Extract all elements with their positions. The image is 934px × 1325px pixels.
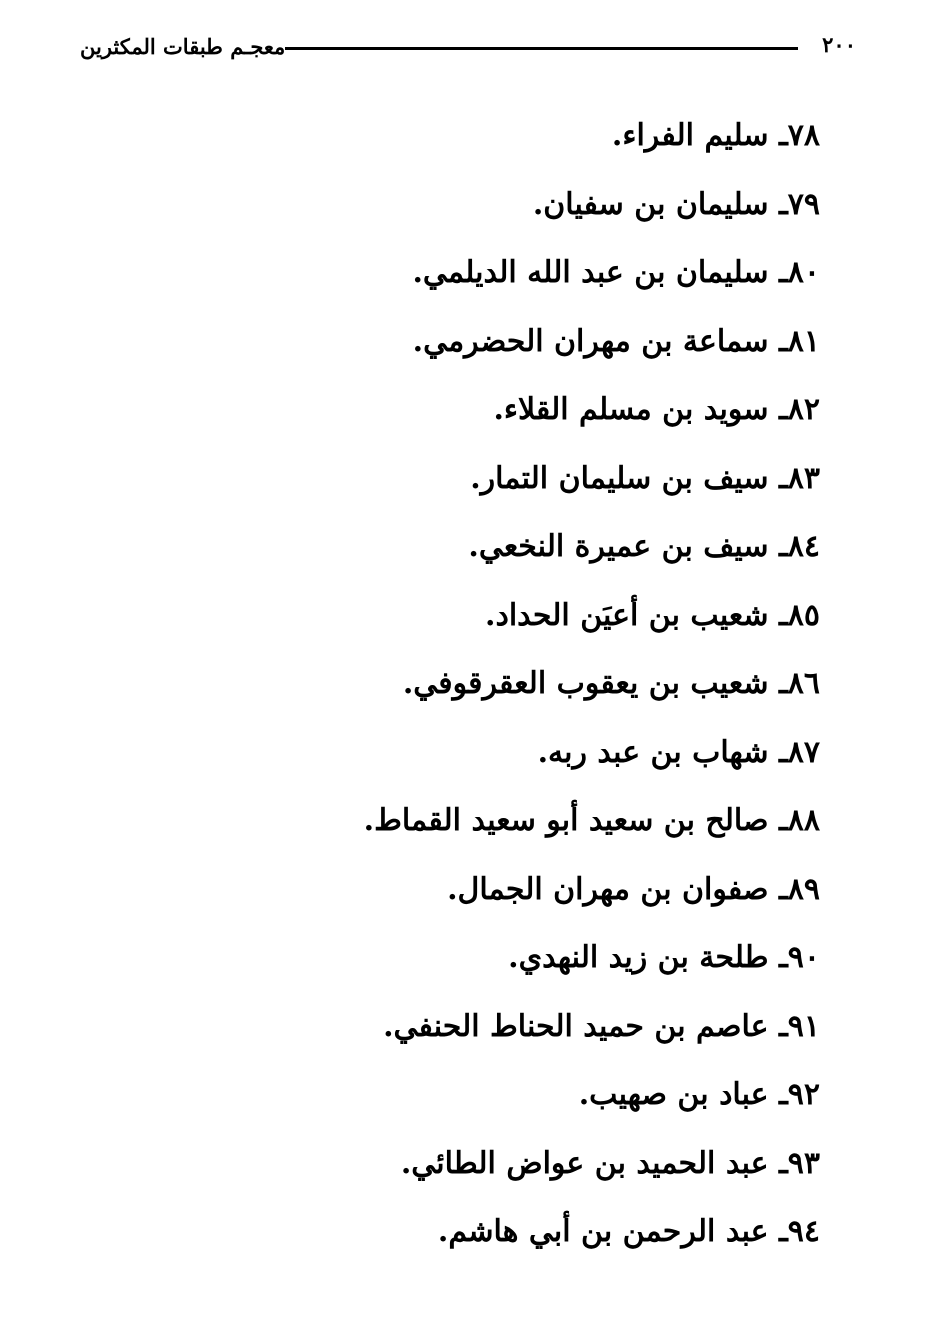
list-item: ٨٣ـ سيف بن سليمان التمار.: [470, 460, 820, 496]
book-title: معجـم طبقات المكثرين: [80, 34, 286, 59]
list-item: ٨٤ـ سيف بن عميرة النخعي.: [468, 529, 820, 564]
narrator-list: [120, 102, 820, 1267]
list-item: ٨١ـ سماعة بن مهران الحضرمي.: [412, 323, 820, 359]
list-item: ٧٨ـ سليم الفراء.: [611, 118, 820, 153]
list-item: ٩١ـ عاصم بن حميد الحناط الحنفي.: [383, 1008, 820, 1044]
list-item: ٧٩ـ سليمان بن سفيان.: [532, 186, 820, 222]
page-number: ٢٠٠: [822, 32, 856, 57]
header-rule: [285, 47, 798, 50]
list-item: ٨٢ـ سويد بن مسلم القلاء.: [493, 392, 820, 427]
list-item: ٨٥ـ شعيب بن أعيَن الحداد.: [485, 597, 820, 633]
list-item: ٨٧ـ شهاب بن عبد ربه.: [537, 734, 820, 770]
list-item: ٨٠ـ سليمان بن عبد الله الديلمي.: [412, 255, 820, 290]
list-item: ٩٣ـ عبد الحميد بن عواض الطائي.: [400, 1145, 820, 1181]
running-header: [80, 30, 856, 70]
list-item: ٨٨ـ صالح بن سعيد أبو سعيد القماط.: [363, 803, 820, 838]
list-item: ٩٢ـ عباد بن صهيب.: [578, 1077, 820, 1112]
list-item: ٩٠ـ طلحة بن زيد النهدي.: [508, 940, 820, 975]
list-item: ٨٦ـ شعيب بن يعقوب العقرقوفي.: [402, 666, 820, 701]
list-item: ٩٤ـ عبد الرحمن بن أبي هاشم.: [437, 1214, 820, 1249]
list-item: ٨٩ـ صفوان بن مهران الجمال.: [447, 871, 820, 907]
